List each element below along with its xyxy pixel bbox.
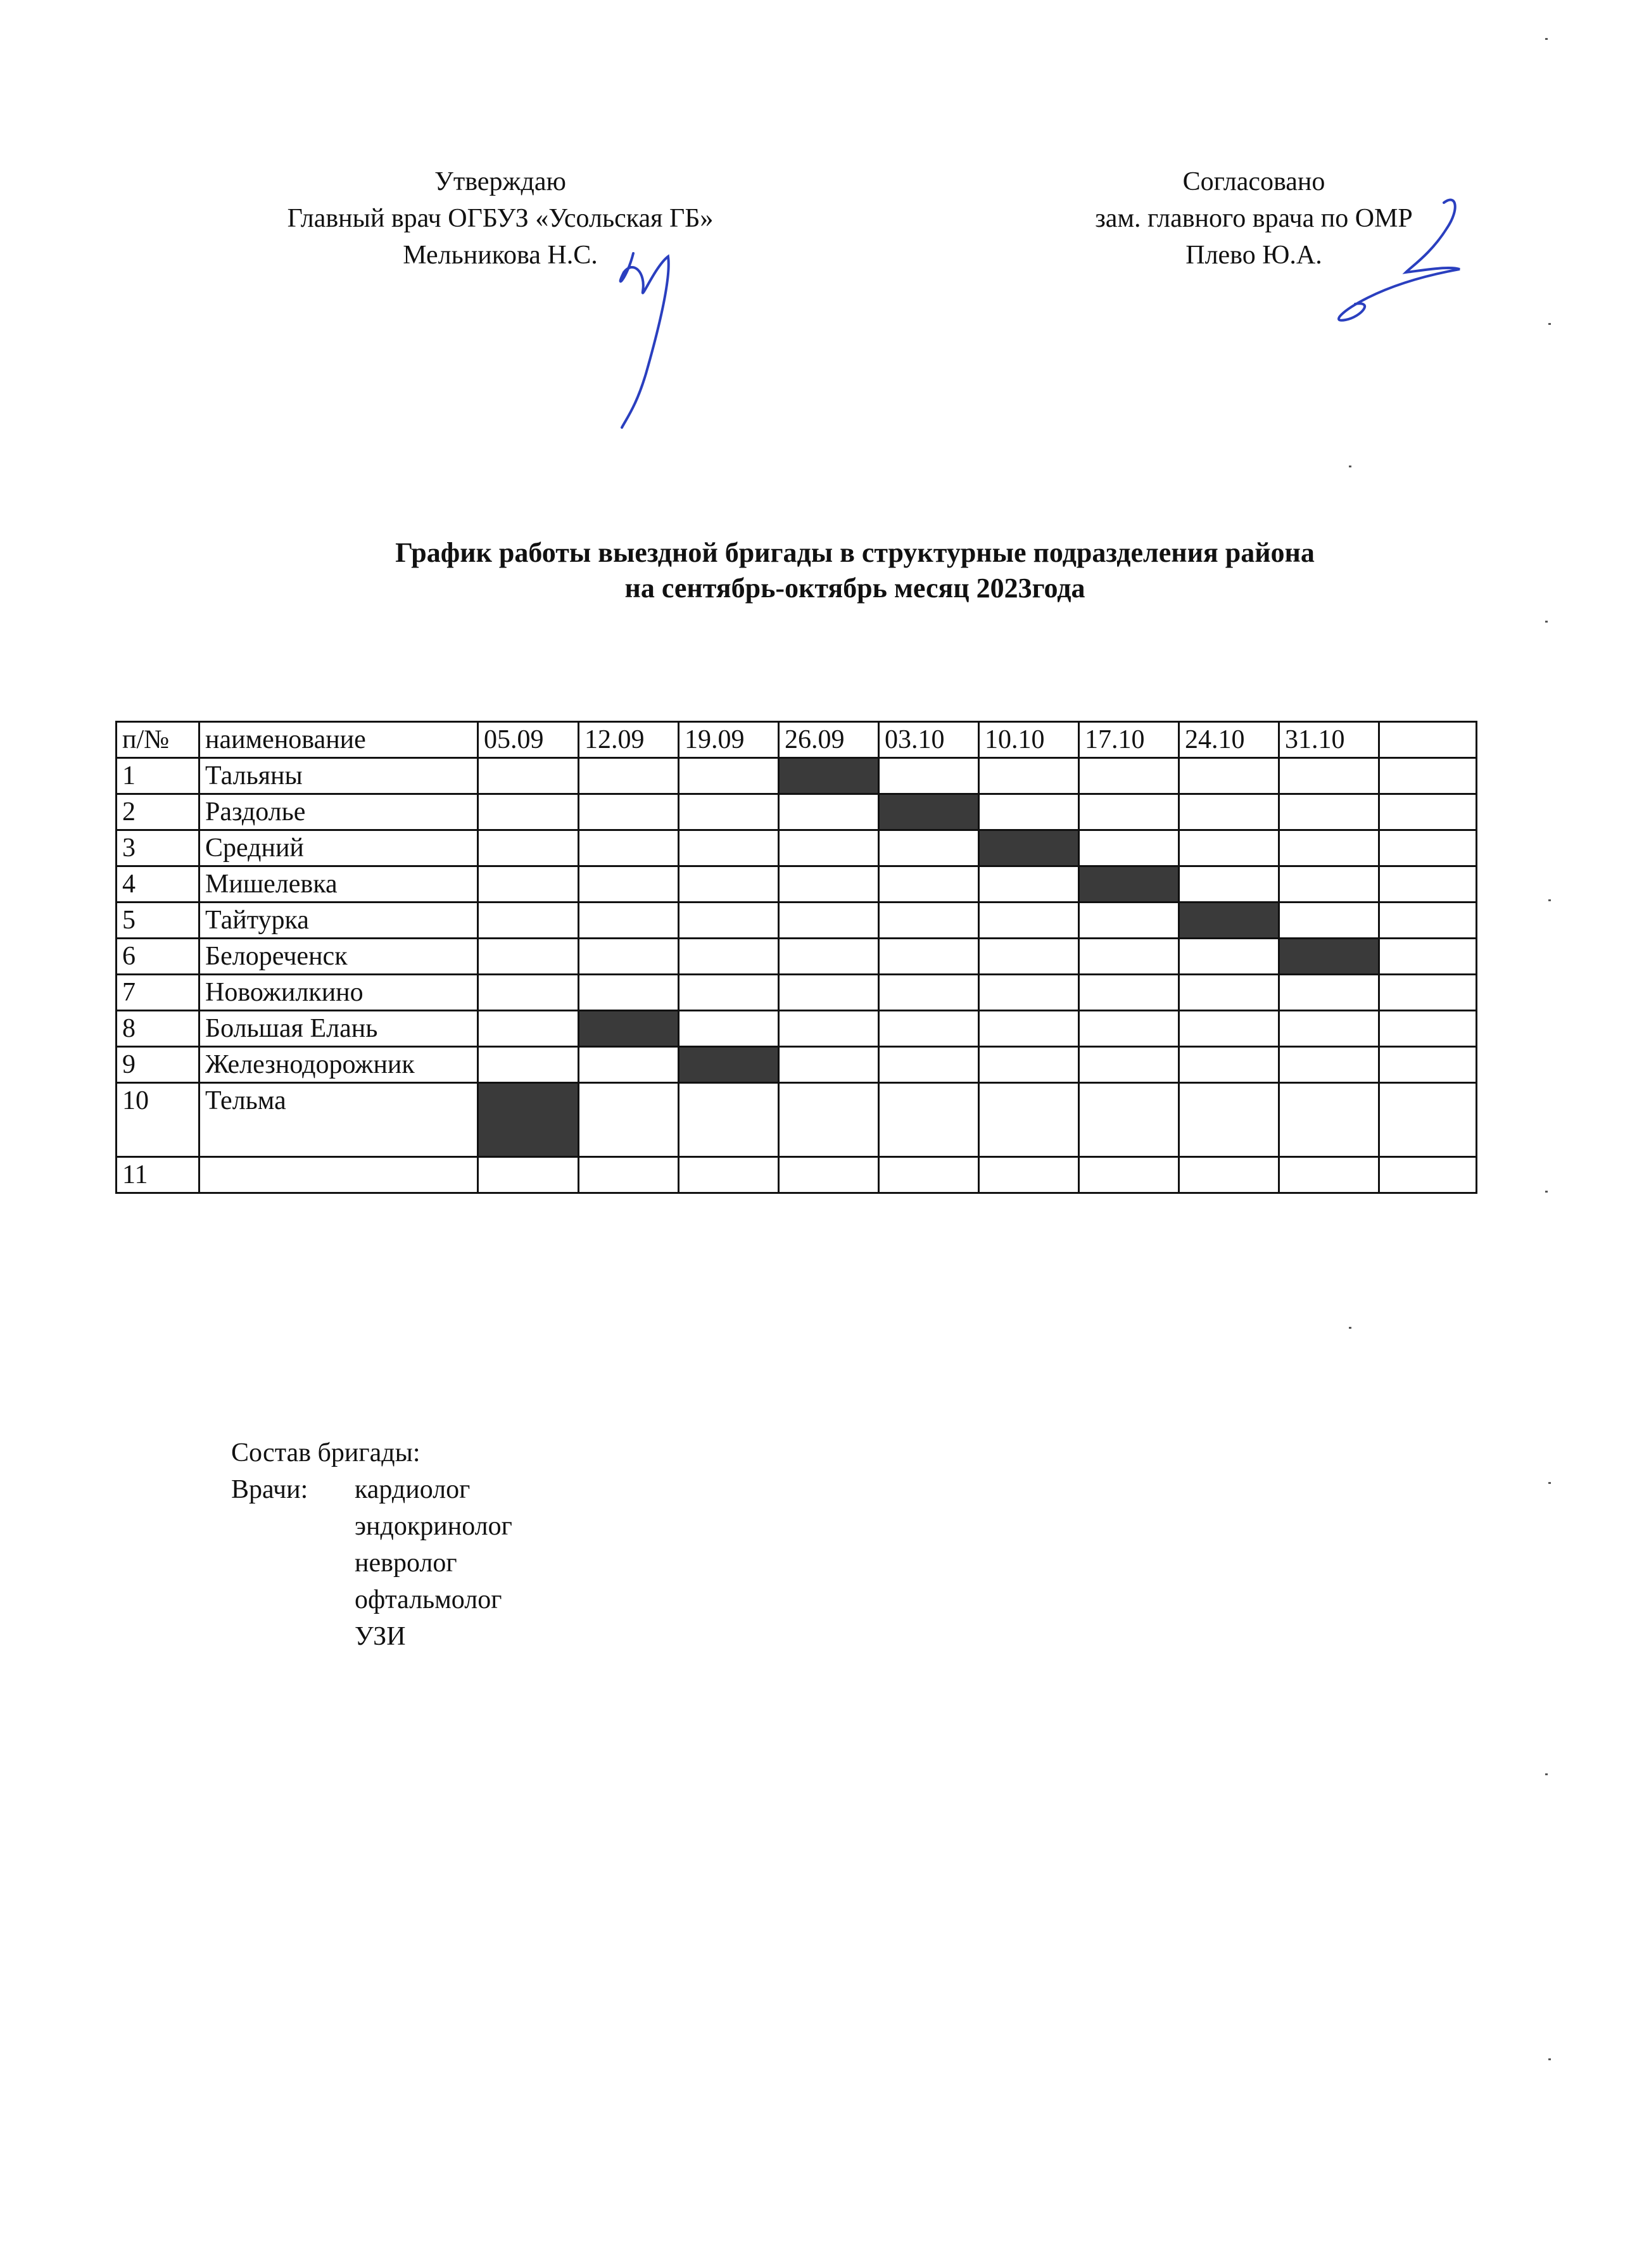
- signature-left: [608, 228, 709, 431]
- scan-speck: [1545, 1191, 1548, 1193]
- schedule-cell: [1279, 975, 1379, 1011]
- schedule-cell: [478, 1011, 579, 1047]
- table-row: [117, 1083, 1477, 1157]
- schedule-cell: [879, 1083, 979, 1157]
- schedule-cell: [1079, 1047, 1179, 1083]
- schedule-cell: [1279, 866, 1379, 903]
- schedule-cell: [1379, 866, 1477, 903]
- team-row-4: [231, 1581, 512, 1618]
- schedule-cell: [979, 1011, 1079, 1047]
- doctor-cardiologist: кардиолог: [355, 1475, 471, 1504]
- scheduled-visit-cell: [779, 758, 879, 794]
- scheduled-visit-cell: [579, 1011, 679, 1047]
- schedule-cell: [1179, 866, 1279, 903]
- schedule-cell: [1379, 1047, 1477, 1083]
- schedule-cell: [779, 794, 879, 830]
- schedule-cell: [478, 939, 579, 975]
- schedule-cell: [979, 794, 1079, 830]
- scheduled-visit-cell: [478, 1083, 579, 1157]
- schedule-cell: [478, 975, 579, 1011]
- schedule-cell: [1179, 939, 1279, 975]
- scheduled-visit-cell: [679, 1047, 779, 1083]
- schedule-cell: [1079, 975, 1179, 1011]
- row-name: Белореченск: [199, 939, 478, 975]
- schedule-cell: [1279, 1083, 1379, 1157]
- table-row: [117, 1157, 1477, 1193]
- schedule-cell: [879, 1011, 979, 1047]
- doctor-ultrasound: УЗИ: [355, 1622, 406, 1651]
- header-cell: п/№: [117, 722, 199, 758]
- schedule-cell: [979, 903, 1079, 939]
- scheduled-visit-cell: [1279, 939, 1379, 975]
- row-number: 9: [117, 1047, 199, 1083]
- schedule-cell: [679, 1157, 779, 1193]
- table-row: [117, 794, 1477, 830]
- schedule-cell: [1179, 1047, 1279, 1083]
- row-name: Тайтурка: [199, 903, 478, 939]
- header-cell: 17.10: [1079, 722, 1179, 758]
- schedule-cell: [879, 1047, 979, 1083]
- schedule-cell: [979, 1047, 1079, 1083]
- schedule-cell: [1379, 1011, 1477, 1047]
- header-cell: 24.10: [1179, 722, 1279, 758]
- schedule-cell: [779, 903, 879, 939]
- header-cell: 31.10: [1279, 722, 1379, 758]
- schedule-cell: [879, 866, 979, 903]
- doctor-endocrinologist: эндокринолог: [355, 1512, 512, 1541]
- schedule-cell: [679, 939, 779, 975]
- schedule-cell: [1079, 939, 1179, 975]
- schedule-cell: [579, 939, 679, 975]
- schedule-cell: [679, 1083, 779, 1157]
- schedule-cell: [979, 1157, 1079, 1193]
- schedule-cell: [879, 830, 979, 866]
- scheduled-visit-cell: [879, 794, 979, 830]
- schedule-cell: [1179, 1011, 1279, 1047]
- schedule-cell: [1179, 830, 1279, 866]
- scan-speck: [1545, 1773, 1548, 1775]
- scan-speck: [1545, 38, 1548, 40]
- schedule-cell: [1279, 903, 1379, 939]
- schedule-cell: [679, 758, 779, 794]
- row-number: 5: [117, 903, 199, 939]
- schedule-cell: [478, 1047, 579, 1083]
- scan-speck: [1548, 899, 1551, 901]
- header-cell: 10.10: [979, 722, 1079, 758]
- schedule-cell: [1379, 975, 1477, 1011]
- table-row: [117, 903, 1477, 939]
- doctor-neurologist: невролог: [355, 1549, 457, 1578]
- schedule-cell: [579, 975, 679, 1011]
- schedule-cell: [1279, 794, 1379, 830]
- schedule-cell: [879, 939, 979, 975]
- schedule-cell: [1079, 758, 1179, 794]
- schedule-cell: [779, 866, 879, 903]
- schedule-cell: [979, 1083, 1079, 1157]
- table-row: [117, 1011, 1477, 1047]
- table-header-row: [117, 722, 1477, 758]
- title-line-1: График работы выездной бригады в структурные подразделения района: [395, 537, 1315, 568]
- schedule-cell: [1379, 794, 1477, 830]
- schedule-cell: [579, 830, 679, 866]
- header-cell: наименование: [199, 722, 478, 758]
- table-row: [117, 1047, 1477, 1083]
- doctor-ophthalmologist: офтальмолог: [355, 1585, 502, 1614]
- agree-name: Плево Ю.А.: [1185, 241, 1322, 270]
- schedule-cell: [879, 1157, 979, 1193]
- row-number: 2: [117, 794, 199, 830]
- row-number: 7: [117, 975, 199, 1011]
- document-title: [190, 535, 1520, 606]
- schedule-cell: [478, 830, 579, 866]
- schedule-cell: [679, 794, 779, 830]
- schedule-cell: [1379, 1157, 1477, 1193]
- scan-speck: [1548, 1482, 1551, 1484]
- schedule-cell: [579, 1083, 679, 1157]
- table-row: [117, 975, 1477, 1011]
- schedule-cell: [579, 794, 679, 830]
- agree-position: зам. главного врача по ОМР: [1095, 204, 1413, 233]
- schedule-cell: [478, 758, 579, 794]
- schedule-cell: [979, 758, 1079, 794]
- schedule-cell: [979, 939, 1079, 975]
- header-cell: 26.09: [779, 722, 879, 758]
- row-name: Средний: [199, 830, 478, 866]
- schedule-cell: [779, 830, 879, 866]
- scan-speck: [1349, 1327, 1351, 1329]
- schedule-cell: [1079, 903, 1179, 939]
- row-name: Новожилкино: [199, 975, 478, 1011]
- schedule-cell: [1279, 1047, 1379, 1083]
- schedule-cell: [1279, 1011, 1379, 1047]
- schedule-cell: [1179, 794, 1279, 830]
- scan-speck: [1545, 621, 1548, 623]
- table-row: [117, 758, 1477, 794]
- schedule-cell: [478, 794, 579, 830]
- schedule-cell: [779, 975, 879, 1011]
- header-cell: 12.09: [579, 722, 679, 758]
- row-number: 4: [117, 866, 199, 903]
- schedule-cell: [779, 1011, 879, 1047]
- schedule-cell: [1279, 830, 1379, 866]
- schedule-table: [115, 721, 1477, 1194]
- scheduled-visit-cell: [979, 830, 1079, 866]
- schedule-cell: [779, 1047, 879, 1083]
- schedule-cell: [478, 903, 579, 939]
- row-name: Раздолье: [199, 794, 478, 830]
- schedule-cell: [679, 866, 779, 903]
- scheduled-visit-cell: [1179, 903, 1279, 939]
- schedule-cell: [478, 1157, 579, 1193]
- schedule-cell: [579, 866, 679, 903]
- schedule-cell: [1379, 903, 1477, 939]
- schedule-cell: [779, 1157, 879, 1193]
- team-row-5: [231, 1618, 512, 1655]
- team-row-1: [231, 1471, 512, 1508]
- schedule-cell: [679, 830, 779, 866]
- schedule-cell: [579, 758, 679, 794]
- row-name: Тальяны: [199, 758, 478, 794]
- schedule-cell: [478, 866, 579, 903]
- schedule-cell: [1179, 1157, 1279, 1193]
- schedule-cell: [1279, 1157, 1379, 1193]
- table-row: [117, 866, 1477, 903]
- schedule-cell: [1379, 758, 1477, 794]
- schedule-cell: [879, 975, 979, 1011]
- signature-right: [1317, 190, 1469, 336]
- schedule-cell: [679, 903, 779, 939]
- team-heading: Состав бригады:: [231, 1438, 420, 1467]
- schedule-cell: [1379, 830, 1477, 866]
- row-name: Мишелевка: [199, 866, 478, 903]
- row-name: Большая Елань: [199, 1011, 478, 1047]
- team-block: [231, 1435, 512, 1655]
- row-name: [199, 1157, 478, 1193]
- schedule-cell: [679, 1011, 779, 1047]
- header-cell: 19.09: [679, 722, 779, 758]
- schedule-cell: [979, 866, 1079, 903]
- scan-speck: [1548, 2058, 1551, 2060]
- row-number: 6: [117, 939, 199, 975]
- schedule-cell: [579, 903, 679, 939]
- header-cell: 05.09: [478, 722, 579, 758]
- schedule-cell: [979, 975, 1079, 1011]
- schedule-cell: [579, 1047, 679, 1083]
- schedule-cell: [1079, 1083, 1179, 1157]
- header-cell: 03.10: [879, 722, 979, 758]
- schedule-cell: [1279, 758, 1379, 794]
- approve-position: Главный врач ОГБУЗ «Усольская ГБ»: [287, 204, 714, 233]
- schedule-cell: [1079, 794, 1179, 830]
- schedule-cell: [879, 903, 979, 939]
- schedule-cell: [1079, 1157, 1179, 1193]
- schedule-cell: [1179, 758, 1279, 794]
- agree-heading: Согласовано: [1182, 167, 1325, 196]
- team-row-3: [231, 1545, 512, 1581]
- row-number: 3: [117, 830, 199, 866]
- schedule-cell: [1079, 830, 1179, 866]
- header-cell: [1379, 722, 1477, 758]
- team-row-2: [231, 1508, 512, 1545]
- schedule-cell: [1379, 1083, 1477, 1157]
- row-name: Тельма: [199, 1083, 478, 1157]
- schedule-cell: [1079, 1011, 1179, 1047]
- doctors-label: Врачи:: [231, 1475, 308, 1504]
- scheduled-visit-cell: [1079, 866, 1179, 903]
- approve-heading: Утверждаю: [434, 167, 566, 196]
- schedule-cell: [1379, 939, 1477, 975]
- scan-speck: [1349, 466, 1351, 467]
- table-row: [117, 939, 1477, 975]
- row-number: 10: [117, 1083, 199, 1157]
- schedule-cell: [1179, 1083, 1279, 1157]
- row-number: 11: [117, 1157, 199, 1193]
- schedule-cell: [579, 1157, 679, 1193]
- table-row: [117, 830, 1477, 866]
- schedule-cell: [1179, 975, 1279, 1011]
- row-number: 8: [117, 1011, 199, 1047]
- title-line-2: на сентябрь-октябрь месяц 2023года: [624, 573, 1085, 604]
- row-number: 1: [117, 758, 199, 794]
- scan-speck: [1548, 323, 1551, 325]
- schedule-cell: [879, 758, 979, 794]
- schedule-cell: [779, 1083, 879, 1157]
- approve-name: Мельникова Н.С.: [403, 241, 598, 270]
- row-name: Железнодорожник: [199, 1047, 478, 1083]
- schedule-cell: [679, 975, 779, 1011]
- schedule-cell: [779, 939, 879, 975]
